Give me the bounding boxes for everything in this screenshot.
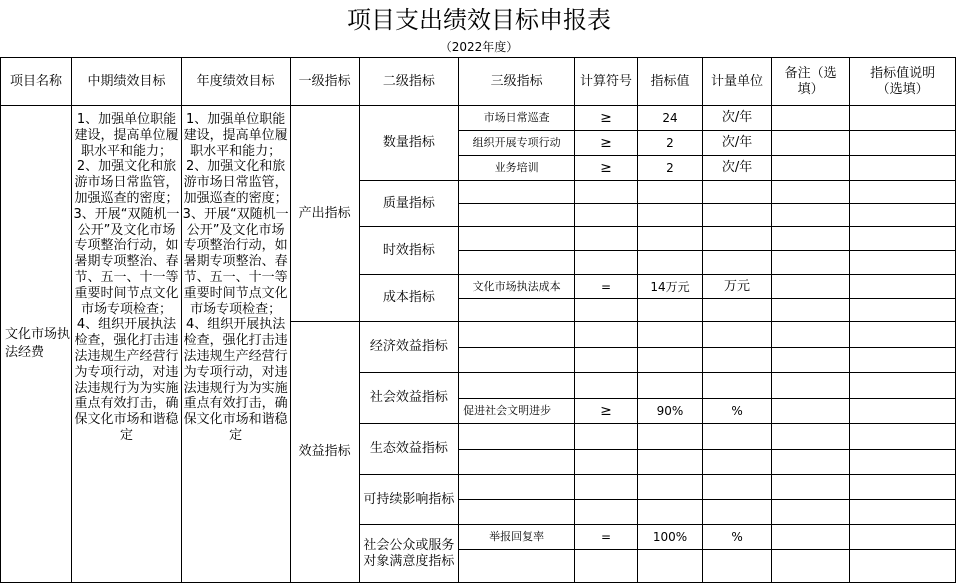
- level1-output: 产出指标: [290, 106, 359, 322]
- indicator-unit: 万元: [702, 275, 771, 299]
- indicator-name[interactable]: [459, 373, 575, 399]
- form-year: （2022年度）: [439, 40, 519, 54]
- remark-cell[interactable]: [772, 251, 850, 275]
- indicator-operator[interactable]: [574, 424, 637, 450]
- indicator-unit[interactable]: [702, 424, 771, 450]
- indicator-name: 组织开展专项行动: [459, 131, 575, 156]
- indicator-name[interactable]: [459, 227, 575, 251]
- remark-cell[interactable]: [772, 424, 850, 450]
- form-title: 项目支出绩效目标申报表: [347, 6, 611, 34]
- level2-sustainable: 可持续影响指标: [359, 475, 459, 525]
- desc-cell[interactable]: [850, 424, 956, 450]
- indicator-operator[interactable]: [574, 450, 637, 475]
- indicator-unit: 次/年: [702, 131, 771, 156]
- desc-cell[interactable]: [850, 500, 956, 525]
- desc-cell[interactable]: [850, 106, 956, 131]
- indicator-name[interactable]: [459, 299, 575, 322]
- indicator-value: 14万元: [637, 275, 702, 299]
- indicator-name[interactable]: [459, 500, 575, 525]
- remark-cell[interactable]: [772, 131, 850, 156]
- desc-cell[interactable]: [850, 525, 956, 550]
- indicator-operator: ≥: [574, 156, 637, 181]
- indicator-unit[interactable]: [702, 322, 771, 348]
- indicator-operator[interactable]: [574, 500, 637, 525]
- indicator-operator: =: [574, 525, 637, 550]
- desc-cell[interactable]: [850, 227, 956, 251]
- indicator-unit[interactable]: [702, 251, 771, 275]
- indicator-value: 90%: [637, 399, 702, 424]
- remark-cell[interactable]: [772, 525, 850, 550]
- desc-cell[interactable]: [850, 181, 956, 204]
- indicator-unit[interactable]: [702, 500, 771, 525]
- remark-cell[interactable]: [772, 204, 850, 227]
- indicator-value[interactable]: [637, 450, 702, 475]
- desc-cell[interactable]: [850, 156, 956, 181]
- level2-quantity: 数量指标: [359, 106, 459, 181]
- indicator-unit[interactable]: [702, 204, 771, 227]
- desc-cell[interactable]: [850, 373, 956, 399]
- header-project-name: 项目名称: [1, 58, 72, 106]
- indicator-name[interactable]: [459, 475, 575, 500]
- remark-cell[interactable]: [772, 322, 850, 348]
- indicator-name[interactable]: [459, 550, 575, 583]
- indicator-unit[interactable]: [702, 475, 771, 500]
- indicator-name: 举报回复率: [459, 525, 575, 550]
- remark-cell[interactable]: [772, 450, 850, 475]
- desc-cell[interactable]: [850, 450, 956, 475]
- indicator-name: 文化市场执法成本: [459, 275, 575, 299]
- indicator-unit: %: [702, 525, 771, 550]
- indicator-value: 2: [637, 131, 702, 156]
- year-goal-cell: 1、加强单位职能建设，提高单位履职水平和能力；2、加强文化和旅游市场日常监管，加强巡查的密度；3、开展“双随机一公开”及文化市场专项整治行动，如暑期专项整治、春节、五一、十一等重要时间节点文化市场专项检查；4、组织开展执法检查，强化打击违法违规生产经营行为专项行动，对违法违规行为为实施重点有效打击，确保文化市场和谐稳定: [181, 106, 290, 583]
- indicator-operator[interactable]: [574, 348, 637, 373]
- desc-cell[interactable]: [850, 550, 956, 583]
- header-level2: 二级指标: [359, 58, 459, 106]
- indicator-value: 100%: [637, 525, 702, 550]
- header-year-goal: 年度绩效目标: [181, 58, 290, 106]
- header-level3: 三级指标: [459, 58, 575, 106]
- indicator-value[interactable]: [637, 204, 702, 227]
- indicator-value[interactable]: [637, 550, 702, 583]
- remark-cell[interactable]: [772, 299, 850, 322]
- indicator-unit[interactable]: [702, 373, 771, 399]
- indicator-unit: 次/年: [702, 106, 771, 131]
- remark-cell[interactable]: [772, 373, 850, 399]
- indicator-operator: ≥: [574, 106, 637, 131]
- desc-cell[interactable]: [850, 322, 956, 348]
- indicator-operator[interactable]: [574, 299, 637, 322]
- indicator-value[interactable]: [637, 322, 702, 348]
- indicator-value[interactable]: [637, 299, 702, 322]
- indicator-unit[interactable]: [702, 181, 771, 204]
- level2-timeliness: 时效指标: [359, 227, 459, 275]
- level2-cost: 成本指标: [359, 275, 459, 322]
- remark-cell[interactable]: [772, 399, 850, 424]
- indicator-operator[interactable]: [574, 322, 637, 348]
- header-value: 指标值: [637, 58, 702, 106]
- indicator-unit[interactable]: [702, 348, 771, 373]
- desc-cell[interactable]: [850, 204, 956, 227]
- indicator-value[interactable]: [637, 227, 702, 251]
- remark-cell[interactable]: [772, 106, 850, 131]
- indicator-unit: %: [702, 399, 771, 424]
- performance-table: [0, 57, 956, 583]
- indicator-value[interactable]: [637, 348, 702, 373]
- level2-economic: 经济效益指标: [359, 322, 459, 373]
- remark-cell[interactable]: [772, 275, 850, 299]
- indicator-name[interactable]: [459, 450, 575, 475]
- project-name-cell: 文化市场执法经费: [1, 106, 72, 583]
- level2-ecological: 生态效益指标: [359, 424, 459, 475]
- indicator-name[interactable]: [459, 181, 575, 204]
- desc-cell[interactable]: [850, 299, 956, 322]
- indicator-operator[interactable]: [574, 550, 637, 583]
- indicator-unit[interactable]: [702, 227, 771, 251]
- indicator-value: 24: [637, 106, 702, 131]
- level1-benefit: 效益指标: [290, 322, 359, 583]
- indicator-unit[interactable]: [702, 299, 771, 322]
- header-mid-goal: 中期绩效目标: [72, 58, 182, 106]
- desc-cell[interactable]: [850, 399, 956, 424]
- remark-cell[interactable]: [772, 550, 850, 583]
- indicator-name[interactable]: [459, 424, 575, 450]
- level2-satisfaction: 社会公众或服务对象满意度指标: [359, 525, 459, 583]
- desc-cell[interactable]: [850, 475, 956, 500]
- header-level1: 一级指标: [290, 58, 359, 106]
- desc-cell[interactable]: [850, 251, 956, 275]
- indicator-name[interactable]: [459, 348, 575, 373]
- header-unit: 计量单位: [702, 58, 771, 106]
- indicator-value: 2: [637, 156, 702, 181]
- header-remark: 备注（选填）: [772, 58, 850, 106]
- indicator-unit[interactable]: [702, 450, 771, 475]
- indicator-value[interactable]: [637, 181, 702, 204]
- indicator-operator[interactable]: [574, 251, 637, 275]
- indicator-operator[interactable]: [574, 181, 637, 204]
- indicator-name[interactable]: [459, 322, 575, 348]
- remark-cell[interactable]: [772, 475, 850, 500]
- remark-cell[interactable]: [772, 500, 850, 525]
- indicator-unit: 次/年: [702, 156, 771, 181]
- indicator-name: 促进社会文明进步: [459, 399, 575, 424]
- indicator-value[interactable]: [637, 251, 702, 275]
- indicator-name: 业务培训: [459, 156, 575, 181]
- indicator-name: 市场日常巡查: [459, 106, 575, 131]
- indicator-value[interactable]: [637, 373, 702, 399]
- level2-social: 社会效益指标: [359, 373, 459, 424]
- remark-cell[interactable]: [772, 227, 850, 251]
- remark-cell[interactable]: [772, 181, 850, 204]
- indicator-operator: =: [574, 275, 637, 299]
- remark-cell[interactable]: [772, 156, 850, 181]
- indicator-operator[interactable]: [574, 204, 637, 227]
- desc-cell[interactable]: [850, 275, 956, 299]
- desc-cell[interactable]: [850, 348, 956, 373]
- indicator-name[interactable]: [459, 251, 575, 275]
- header-desc: 指标值说明（选填）: [850, 58, 956, 106]
- indicator-unit[interactable]: [702, 550, 771, 583]
- indicator-operator[interactable]: [574, 373, 637, 399]
- mid-goal-cell: 1、加强单位职能建设，提高单位履职水平和能力；2、加强文化和旅游市场日常监管，加强巡查的密度；3、开展“双随机一公开”及文化市场专项整治行动，如暑期专项整治、春节、五一、十一等重要时间节点文化市场专项检查；4、组织开展执法检查，强化打击违法违规生产经营行为专项行动，对违法违规行为为实施重点有效打击，确保文化市场和谐稳定: [72, 106, 182, 583]
- indicator-value[interactable]: [637, 500, 702, 525]
- header-operator: 计算符号: [574, 58, 637, 106]
- indicator-name[interactable]: [459, 204, 575, 227]
- desc-cell[interactable]: [850, 131, 956, 156]
- indicator-operator[interactable]: [574, 227, 637, 251]
- indicator-operator: ≥: [574, 399, 637, 424]
- level2-quality: 质量指标: [359, 181, 459, 227]
- indicator-operator[interactable]: [574, 475, 637, 500]
- indicator-value[interactable]: [637, 424, 702, 450]
- indicator-operator: ≥: [574, 131, 637, 156]
- remark-cell[interactable]: [772, 348, 850, 373]
- indicator-value[interactable]: [637, 475, 702, 500]
